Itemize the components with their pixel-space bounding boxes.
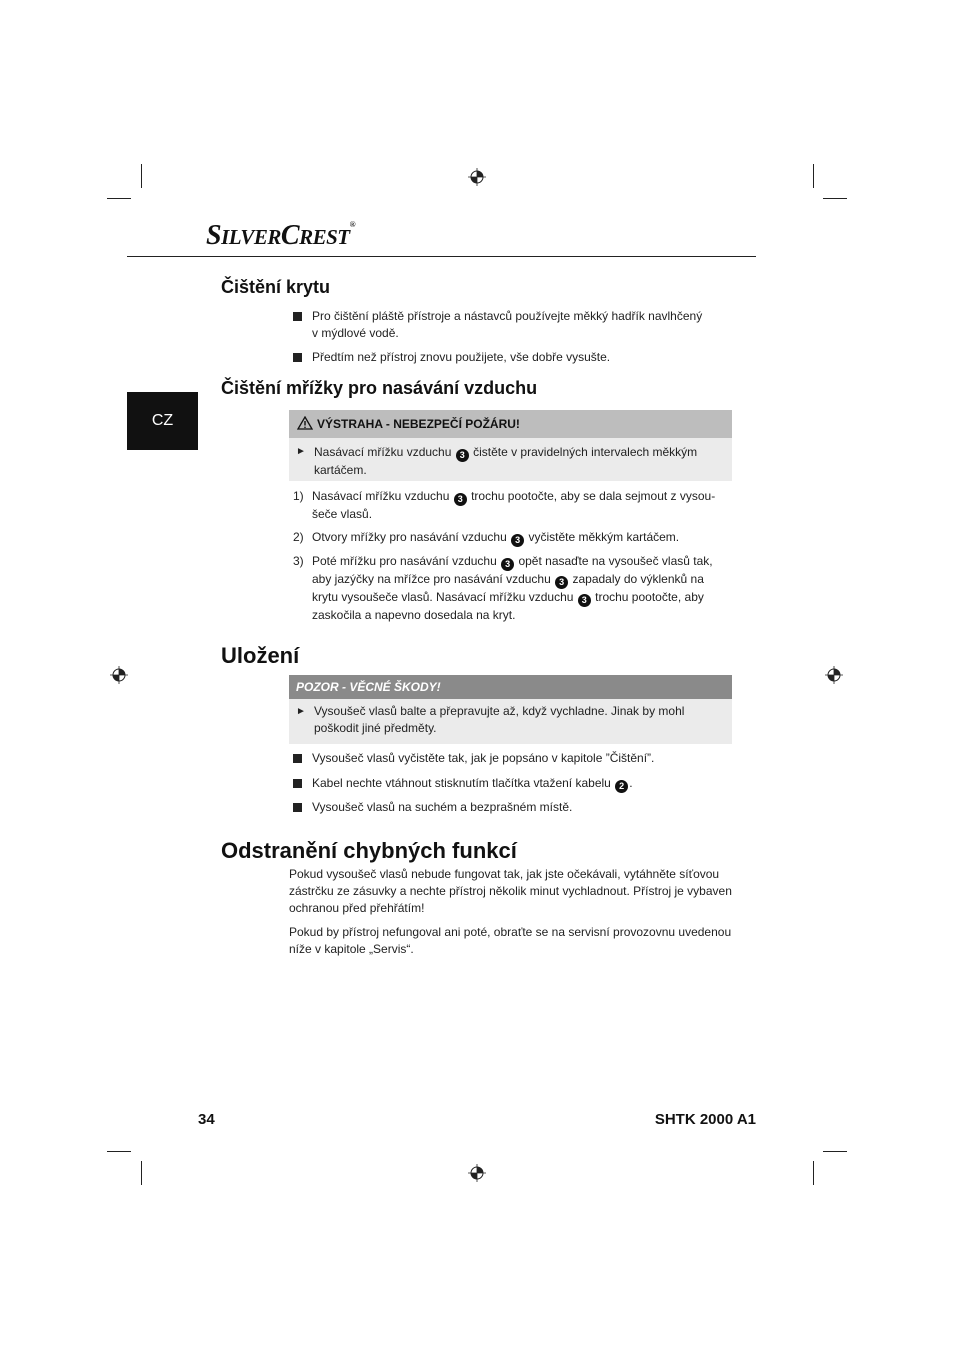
step-text (312, 529, 732, 547)
text-span: aby jazýčky na mřížce pro nasávání vzduchu (312, 572, 551, 586)
crop-mark (823, 1151, 847, 1152)
list-item (312, 308, 732, 342)
text-span: čistěte v pravidelných intervalech měkkým (473, 445, 698, 459)
text-span: vyčistěte měkkým kartáčem. (528, 530, 680, 544)
caution-text-line: Vysoušeč vlasů balte a přepravujte až, když vychladne. Jinak by mohl (314, 704, 685, 718)
registration-mark-icon (468, 1164, 486, 1182)
page-number: 34 (198, 1111, 215, 1128)
arrow-bullet-icon: ► (296, 446, 306, 457)
warning-text-line: kartáčem. (314, 463, 367, 477)
paragraph-line: níže v kapitole „Servis“. (289, 942, 414, 956)
square-bullet-icon (293, 312, 302, 321)
section-title-cleaning-housing: Čištění krytu (221, 277, 331, 297)
list-item (312, 775, 732, 793)
text-span: Nasávací mřížku vzduchu (314, 445, 452, 459)
arrow-bullet-icon: ► (296, 706, 306, 717)
step-line (312, 589, 732, 607)
brand-logo-text: SILVERCREST (206, 220, 350, 251)
brand-logo (206, 220, 355, 252)
registration-mark-icon (468, 168, 486, 186)
square-bullet-icon (293, 803, 302, 812)
crop-mark (813, 1161, 814, 1185)
warning-triangle-icon (297, 416, 313, 430)
paragraph-line: ochranou před přehřátím! (289, 901, 425, 915)
step-line (312, 553, 732, 571)
step-text (312, 488, 732, 523)
paragraph (289, 924, 749, 958)
warning-text (314, 444, 729, 479)
part-number-badge: 2 (615, 780, 628, 793)
text-span: opět nasaďte na vysoušeč vlasů tak, (518, 554, 713, 568)
crop-mark (141, 164, 142, 188)
caution-header (289, 675, 732, 699)
square-bullet-icon (293, 754, 302, 763)
list-item: Vysoušeč vlasů vyčistěte tak, jak je popsáno v kapitole ”Čištění”. (312, 751, 655, 765)
text-span: trochu pootočte, aby (595, 590, 704, 604)
paragraph-line: Pokud by přístroj nefungoval ani poté, obraťte se na servisní provozovnu uvedenou (289, 925, 732, 939)
part-number-badge: 3 (511, 534, 524, 547)
step-text (312, 553, 732, 624)
crop-mark (141, 1161, 142, 1185)
text-span: Poté mřížku pro nasávání vzduchu (312, 554, 497, 568)
warning-header (289, 410, 732, 438)
paragraph-line: Pokud vysoušeč vlasů nebude fungovat tak, jak jste očekávali, vytáhněte síťovou (289, 867, 720, 881)
model-name: SHTK 2000 A1 (654, 1111, 756, 1128)
square-bullet-icon (293, 353, 302, 362)
caution-text-line: poškodit jiné předměty. (314, 721, 437, 735)
step-number: 2) (293, 530, 304, 544)
part-number-badge: 3 (555, 576, 568, 589)
header-rule (127, 256, 756, 257)
registered-mark: ® (349, 220, 356, 229)
paragraph (289, 866, 749, 917)
part-number-badge: 3 (501, 558, 514, 571)
crop-mark (823, 198, 847, 199)
step-number: 3) (293, 554, 304, 568)
warning-title: VÝSTRAHA - NEBEZPEČÍ POŽÁRU! (317, 417, 520, 431)
step-line (312, 488, 732, 506)
step-line: šeče vlasů. (312, 507, 373, 521)
part-number-badge: 3 (454, 493, 467, 506)
text-span: trochu pootočte, aby se dala sejmout z vysou- (471, 489, 716, 503)
section-title-storage: Uložení (221, 643, 300, 668)
text-span: Nasávací mřížku vzduchu (312, 489, 450, 503)
text-span: . (629, 776, 633, 790)
text-span: krytu vysoušeče vlasů. Nasávací mřížku vzduchu (312, 590, 574, 604)
part-number-badge: 3 (456, 449, 469, 462)
paragraph-line: zástrčku ze zásuvky a nechte přístroj několik minut vychladnout. Přístroj je vybaven (289, 884, 732, 898)
section-title-troubleshooting: Odstranění chybných funkcí (221, 838, 517, 863)
warning-text-line (314, 444, 729, 462)
step-line: zaskočila a napevno dosedala na kryt. (312, 608, 516, 622)
caution-title: POZOR - VĚCNÉ ŠKODY! (296, 680, 441, 694)
list-item-line: v mýdlové vodě. (312, 326, 399, 340)
list-item: Předtím než přístroj znovu použijete, vše dobře vysušte. (312, 350, 611, 364)
registration-mark-icon (110, 666, 128, 684)
step-line (312, 571, 732, 589)
text-span: Otvory mřížky pro nasávání vzduchu (312, 530, 507, 544)
list-item: Vysoušeč vlasů na suchém a bezprašném místě. (312, 800, 573, 814)
language-tab-label: CZ (151, 412, 174, 429)
text-span: Kabel nechte vtáhnout stisknutím tlačítka vtažení kabelu (312, 776, 611, 790)
crop-mark (107, 1151, 131, 1152)
crop-mark (107, 198, 131, 199)
part-number-badge: 3 (578, 594, 591, 607)
square-bullet-icon (293, 779, 302, 788)
text-span: zapadaly do výklenků na (572, 572, 704, 586)
crop-mark (813, 164, 814, 188)
step-number: 1) (293, 489, 304, 503)
list-item-line: Pro čištění pláště přístroje a nástavců používejte měkký hadřík navlhčený (312, 309, 703, 323)
registration-mark-icon (825, 666, 843, 684)
caution-text (314, 703, 729, 737)
language-tab (127, 392, 198, 450)
section-title-cleaning-grille: Čištění mřížky pro nasávání vzduchu (221, 378, 538, 398)
